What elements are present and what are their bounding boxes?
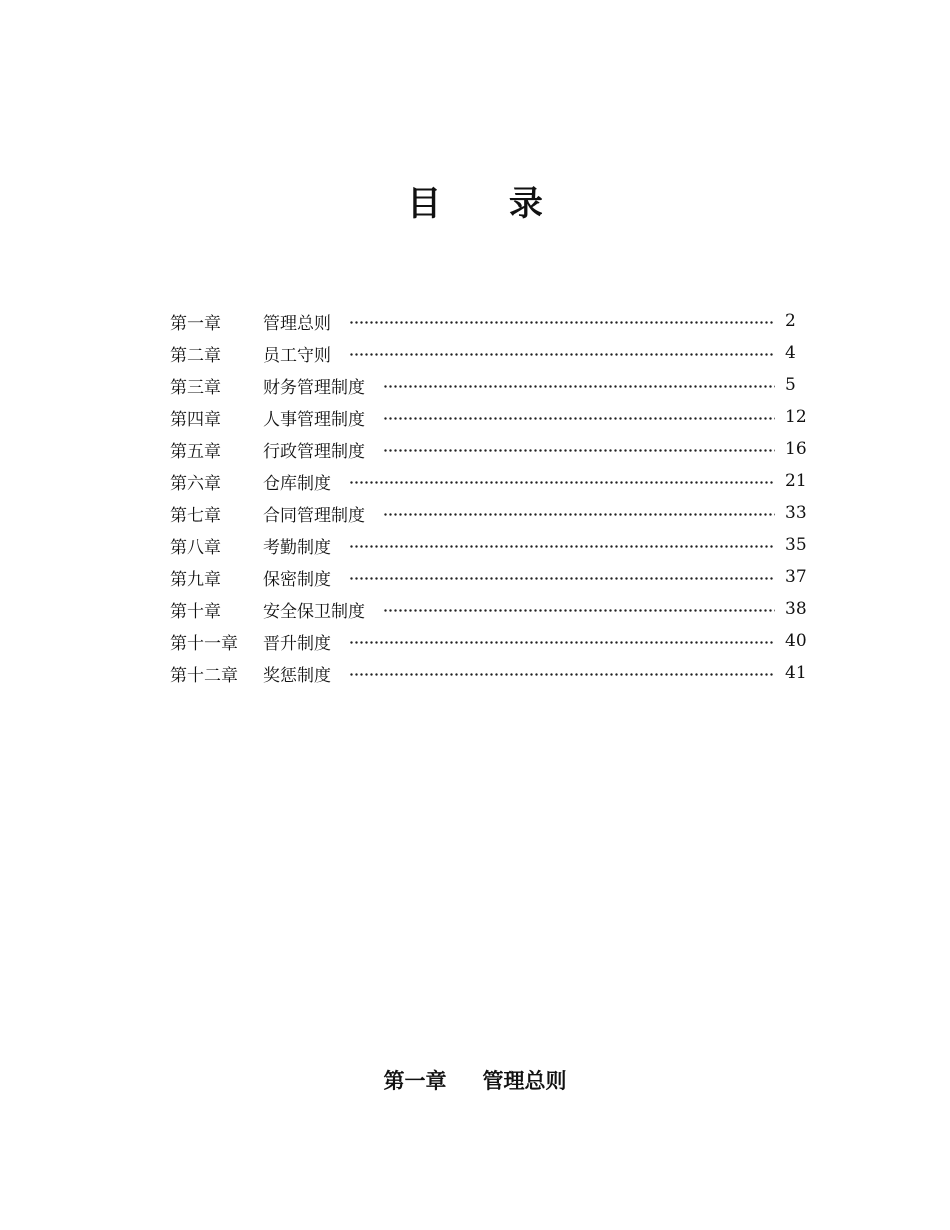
toc-dot-leader	[349, 641, 775, 644]
toc-chapter-name: 行政管理制度	[263, 441, 365, 462]
toc-chapter-name: 人事管理制度	[263, 409, 365, 430]
toc-chapter-number: 第八章	[170, 537, 221, 558]
toc-entry[interactable]	[170, 529, 815, 561]
toc-entry[interactable]	[170, 593, 815, 625]
toc-page-number: 35	[785, 535, 807, 555]
toc-chapter-name: 员工守则	[263, 345, 331, 366]
toc-page-number: 38	[785, 599, 807, 619]
toc-page-number: 33	[785, 503, 807, 523]
toc-chapter-number: 第七章	[170, 505, 221, 526]
toc-chapter-name: 管理总则	[263, 313, 331, 334]
chapter-heading-number: 第一章	[383, 1069, 447, 1093]
toc-title: 目 录	[407, 184, 571, 224]
toc-dot-leader	[349, 545, 775, 548]
toc-dot-leader	[349, 577, 775, 580]
toc-dot-leader	[349, 353, 775, 356]
toc-chapter-name: 仓库制度	[263, 473, 331, 494]
toc-entry[interactable]	[170, 657, 815, 689]
toc-entry[interactable]	[170, 625, 815, 657]
toc-entry[interactable]	[170, 561, 815, 593]
toc-chapter-number: 第十二章	[170, 665, 238, 686]
toc-entry[interactable]	[170, 433, 815, 465]
toc-chapter-name: 考勤制度	[263, 537, 331, 558]
toc-entry[interactable]	[170, 401, 815, 433]
toc-entry[interactable]	[170, 465, 815, 497]
toc-chapter-number: 第十一章	[170, 633, 238, 654]
toc-page-number: 2	[785, 311, 796, 331]
toc-chapter-name: 晋升制度	[263, 633, 331, 654]
toc-chapter-name: 奖惩制度	[263, 665, 331, 686]
toc-entry[interactable]	[170, 305, 815, 337]
toc-page-number: 41	[785, 663, 807, 683]
toc-chapter-number: 第十章	[170, 601, 221, 622]
toc-dot-leader	[383, 385, 775, 388]
toc-chapter-name: 保密制度	[263, 569, 331, 590]
toc-page-number: 21	[785, 471, 807, 491]
toc-chapter-number: 第九章	[170, 569, 221, 590]
toc-dot-leader	[383, 513, 775, 516]
chapter-heading	[0, 1064, 950, 1098]
toc-chapter-number: 第二章	[170, 345, 221, 366]
toc-dot-leader	[349, 673, 775, 676]
toc-chapter-number: 第六章	[170, 473, 221, 494]
toc-page-number: 40	[785, 631, 807, 651]
toc-dot-leader	[383, 609, 775, 612]
toc-entry[interactable]	[170, 337, 815, 369]
toc-dot-leader	[383, 449, 775, 452]
toc-chapter-number: 第四章	[170, 409, 221, 430]
toc-dot-leader	[349, 481, 775, 484]
toc-dot-leader	[349, 321, 775, 324]
toc-page-number: 37	[785, 567, 807, 587]
toc-chapter-number: 第五章	[170, 441, 221, 462]
toc-page-number: 4	[785, 343, 796, 363]
toc-page-number: 12	[785, 407, 807, 427]
toc-page-number: 5	[785, 375, 796, 395]
toc-chapter-name: 合同管理制度	[263, 505, 365, 526]
toc-page-number: 16	[785, 439, 807, 459]
toc-list	[170, 305, 815, 689]
toc-chapter-number: 第一章	[170, 313, 221, 334]
chapter-heading-title: 管理总则	[482, 1069, 567, 1093]
toc-entry[interactable]	[170, 497, 815, 529]
toc-entry[interactable]	[170, 369, 815, 401]
toc-chapter-number: 第三章	[170, 377, 221, 398]
toc-dot-leader	[383, 417, 775, 420]
toc-chapter-name: 财务管理制度	[263, 377, 365, 398]
toc-chapter-name: 安全保卫制度	[263, 601, 365, 622]
